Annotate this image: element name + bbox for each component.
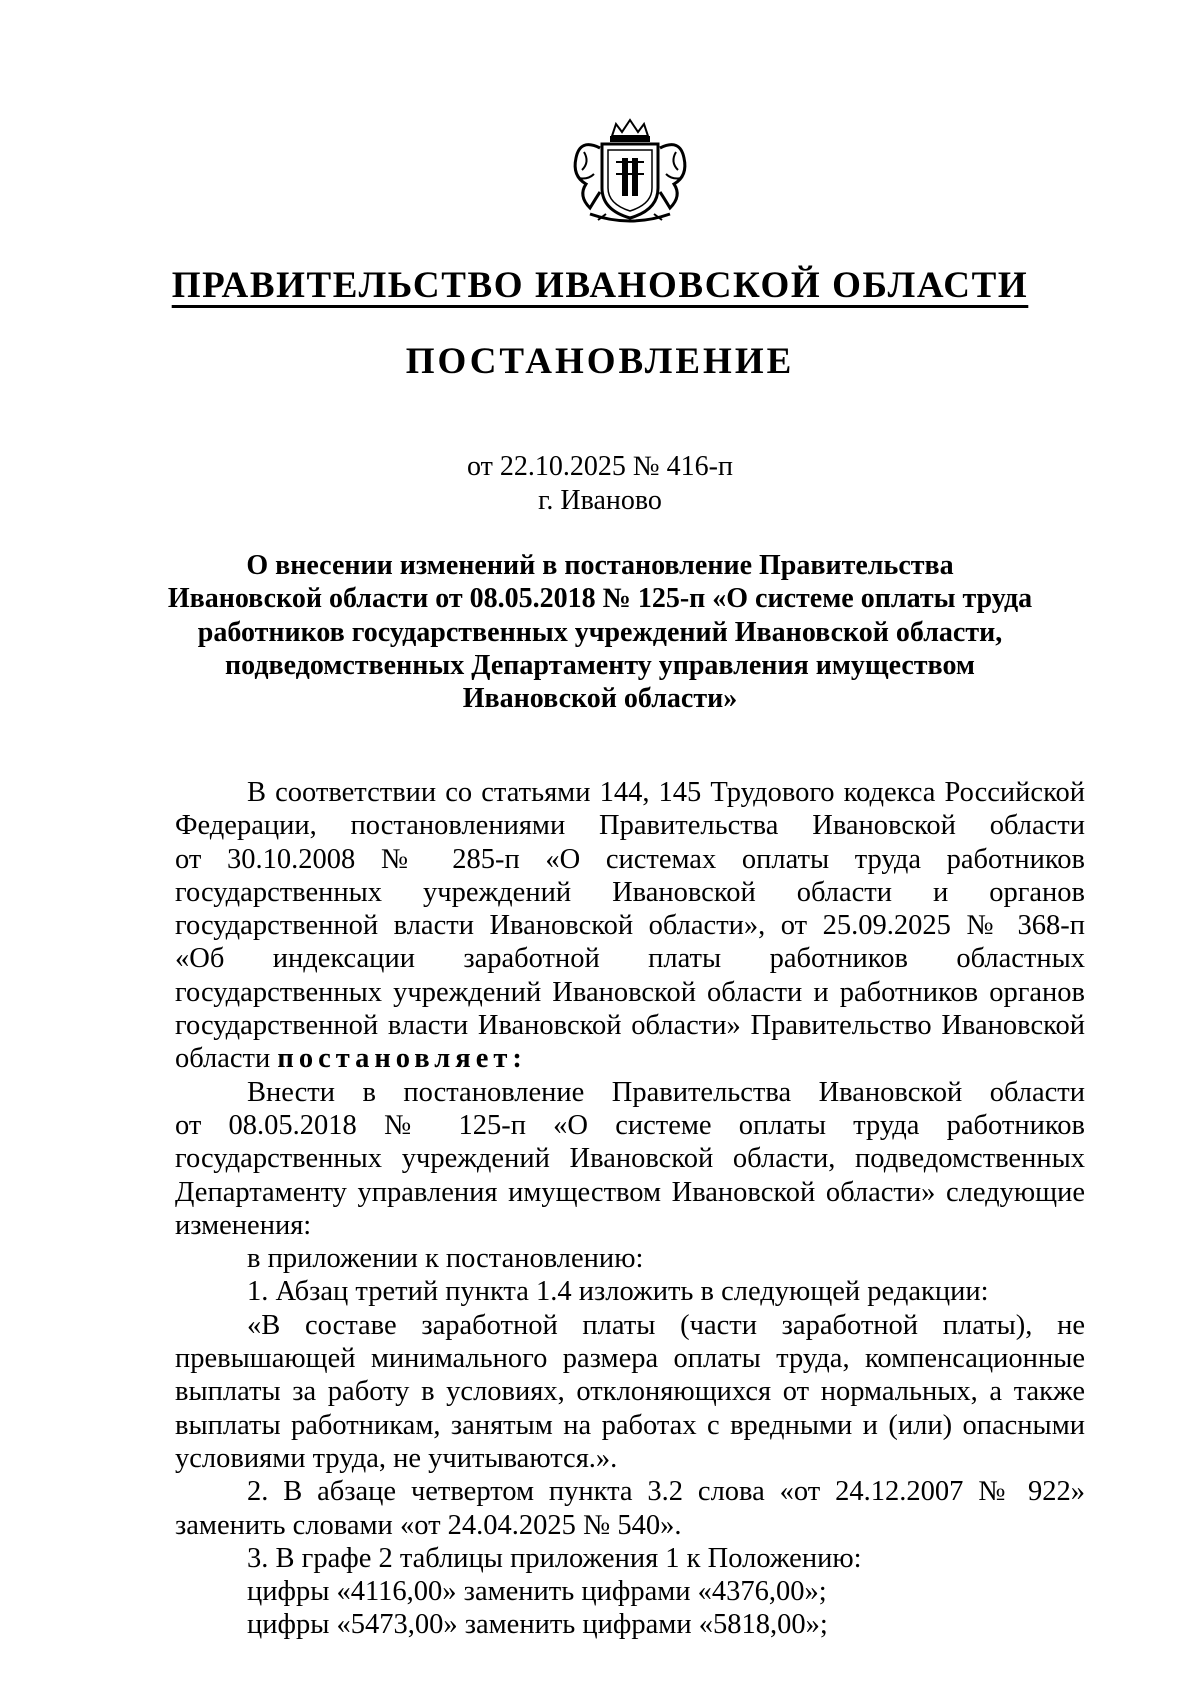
- paragraph-line: «В составе заработной платы (части заработной платы), не: [247, 1309, 1085, 1341]
- paragraph-line: изменения:: [175, 1209, 312, 1241]
- heading-line: Ивановской области от 08.05.2018 № 125-п «О системе оплаты труда: [167, 583, 1033, 615]
- paragraph-line: в приложении к постановлению:: [247, 1243, 644, 1275]
- paragraph-line: от 08.05.2018 № 125-п «О системе оплаты труда работников: [175, 1109, 1085, 1141]
- document-heading: [160, 549, 1040, 715]
- document-body: [175, 776, 1085, 1642]
- paragraph-line: [175, 1042, 1085, 1075]
- paragraph-line: государственных учреждений Ивановской области и работников органов: [175, 976, 1085, 1008]
- paragraph-line: Внести в постановление Правительства Ивановской области: [247, 1076, 1085, 1108]
- paragraph-line: 3. В графе 2 таблицы приложения 1 к Положению:: [247, 1542, 862, 1574]
- paragraph-line: Федерации, постановлениями Правительства Ивановской области: [175, 810, 1085, 842]
- document-city: г. Иваново: [538, 485, 662, 516]
- heading-line: О внесении изменений в постановление Правительства: [246, 550, 954, 581]
- paragraph-line: выплаты работникам, занятым на работах с вредными и (или) опасными: [175, 1409, 1085, 1441]
- paragraph-line: государственных учреждений Ивановской области и органов: [175, 876, 1085, 908]
- paragraph-line: государственных учреждений Ивановской области, подведомственных: [175, 1143, 1085, 1175]
- paragraph-line: от 30.10.2008 № 285-п «О системах оплаты труда работников: [175, 843, 1085, 875]
- paragraph-line: «Об индексации заработной платы работников областных: [175, 943, 1085, 975]
- heading-line: подведомственных Департаменту управления имуществом: [225, 649, 975, 681]
- paragraph-line: цифры «5473,00» заменить цифрами «5818,00»;: [247, 1609, 828, 1641]
- paragraph-line: государственной власти Ивановской области» Правительство Ивановской: [175, 1010, 1085, 1042]
- paragraph-line: государственной власти Ивановской области», от 25.09.2025 № 368-п: [175, 910, 1085, 942]
- paragraph-line: Департаменту управления имуществом Ивановской области» следующие: [175, 1176, 1085, 1208]
- paragraph-line: 1. Абзац третий пункта 1.4 изложить в следующей редакции:: [247, 1276, 989, 1308]
- resolution-keyword: постановляет:: [277, 1043, 527, 1075]
- paragraph-line: заменить словами «от 24.04.2025 № 540».: [175, 1509, 682, 1541]
- coat-of-arms-icon: [550, 118, 710, 228]
- paragraph-line: условиями труда, не учитываются.».: [175, 1442, 618, 1474]
- paragraph-line: превышающей минимального размера оплаты труда, компенсационные: [175, 1343, 1085, 1375]
- paragraph-line: В соответствии со статьями 144, 145 Трудового кодекса Российской: [247, 777, 1085, 808]
- paragraph-line: выплаты за работу в условиях, отклоняющихся от нормальных, а также: [175, 1376, 1085, 1408]
- document-type: ПОСТАНОВЛЕНИЕ: [405, 341, 795, 382]
- heading-line: Ивановской области»: [462, 683, 738, 715]
- paragraph-line: цифры «4116,00» заменить цифрами «4376,00»;: [247, 1576, 827, 1608]
- document-date-number: от 22.10.2025 № 416-п: [467, 451, 733, 482]
- organization-title: ПРАВИТЕЛЬСТВО ИВАНОВСКОЙ ОБЛАСТИ: [171, 265, 1029, 306]
- document-meta: [0, 450, 1200, 518]
- heading-line: работников государственных учреждений Ивановской области,: [197, 616, 1003, 648]
- resolution-prefix: области: [175, 1043, 278, 1075]
- paragraph-line: 2. В абзаце четвертом пункта 3.2 слова «от 24.12.2007 № 922»: [247, 1476, 1085, 1508]
